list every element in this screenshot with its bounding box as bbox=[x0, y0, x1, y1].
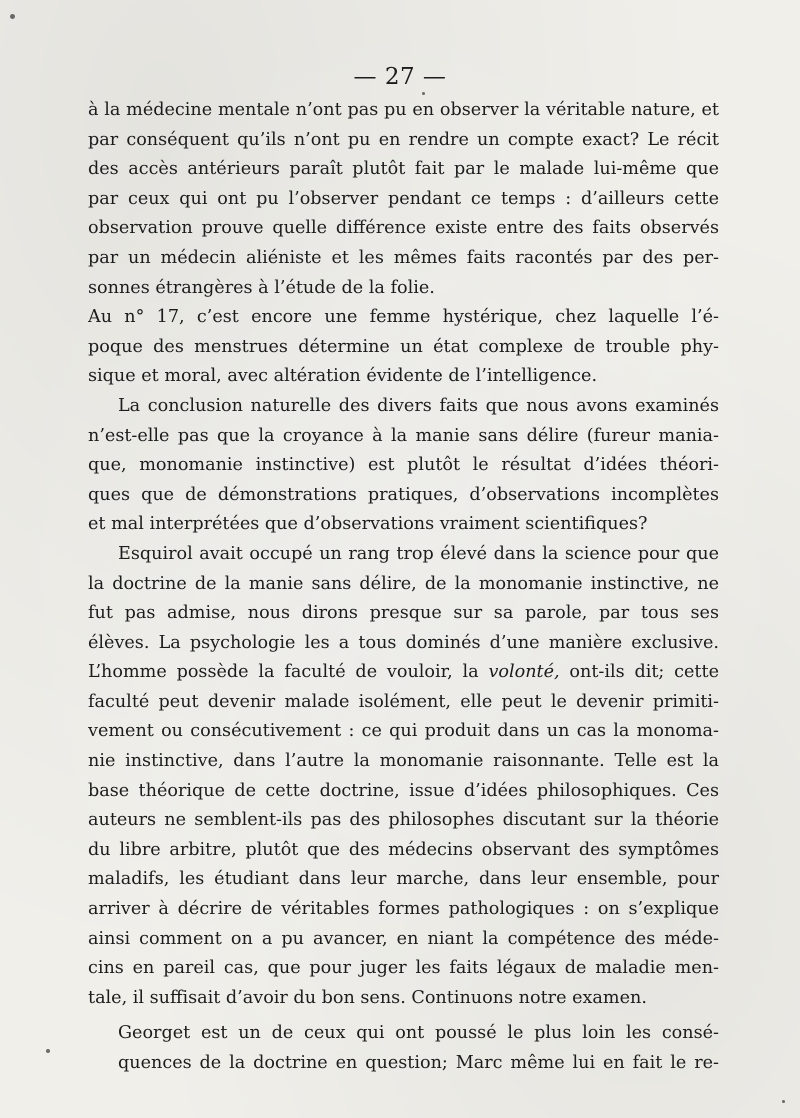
text-line: par un médecin aliéniste et les mêmes faits racontés par des per- bbox=[88, 247, 719, 268]
text-line: n’est-elle pas que la croyance à la manie sans délire (fureur mania- bbox=[88, 425, 719, 446]
text-line: des accès antérieurs paraît plutôt fait par le malade lui-même que bbox=[88, 159, 719, 180]
page-number: — 27 — bbox=[353, 64, 447, 90]
text-line: auteurs ne semblent-ils pas des philosophes discutant sur la théorie bbox=[88, 810, 719, 831]
ink-speck bbox=[422, 92, 425, 95]
text-line: que, monomanie instinctive) est plutôt le résultat d’idées théori- bbox=[88, 455, 719, 476]
text-line: Georget est un de ceux qui ont poussé le plus loin les consé- bbox=[118, 1023, 719, 1044]
text-line: et mal interprétées que d’observations vraiment scientifiques? bbox=[88, 514, 648, 535]
text-line: la doctrine de la manie sans délire, de la monomanie instinctive, ne bbox=[88, 573, 719, 594]
text-line: du libre arbitre, plutôt que des médecins observant des symptômes bbox=[88, 839, 719, 860]
text-line: Au n° 17, c’est encore une femme hystérique, chez laquelle l’é- bbox=[88, 307, 719, 328]
text-line: La conclusion naturelle des divers faits que nous avons examinés bbox=[118, 395, 719, 416]
text-line: ainsi comment on a pu avancer, en niant la compétence des méde- bbox=[88, 928, 719, 949]
text-line: nie instinctive, dans l’autre la monomanie raisonnante. Telle est la bbox=[88, 751, 719, 772]
text-line: ques que de démonstrations pratiques, d’observations incomplètes bbox=[88, 484, 719, 505]
emphasis-word: volonté, bbox=[488, 662, 560, 683]
ink-speck bbox=[46, 1049, 50, 1053]
text-line: base théorique de cette doctrine, issue d’idées philosophiques. Ces bbox=[88, 780, 719, 801]
text-line: tale, il suffisait d’avoir du bon sens. Continuons notre examen. bbox=[88, 987, 647, 1008]
text-line: Esquirol avait occupé un rang trop élevé dans la science pour que bbox=[118, 543, 719, 564]
ink-speck bbox=[10, 14, 15, 19]
text-line: faculté peut devenir malade isolément, elle peut le devenir primiti- bbox=[88, 691, 719, 712]
text-line: vement ou consécutivement : ce qui produit dans un cas la monoma- bbox=[88, 721, 719, 742]
text-line: L’homme possède la faculté de vouloir, la volonté, ont-ils dit; cette bbox=[88, 662, 719, 683]
ink-speck bbox=[782, 1100, 785, 1103]
text-line: sique et moral, avec altération évidente de l’intelligence. bbox=[88, 366, 598, 387]
text-line: observation prouve quelle différence existe entre des faits observés bbox=[88, 218, 719, 239]
text-line: maladifs, les étudiant dans leur marche, dans leur ensemble, pour bbox=[88, 869, 719, 890]
body-text bbox=[88, 96, 719, 1079]
text-line: quences de la doctrine en question; Marc même lui en fait le re- bbox=[118, 1053, 719, 1073]
text-line: à la médecine mentale n’ont pas pu en observer la véritable nature, et bbox=[88, 100, 719, 120]
text-line: fut pas admise, nous dirons presque sur sa parole, par tous ses bbox=[88, 603, 719, 624]
text-line: sonnes étrangères à l’étude de la folie. bbox=[88, 277, 435, 298]
text-line: par conséquent qu’ils n’ont pu en rendre un compte exact? Le récit bbox=[88, 129, 719, 150]
text-line: cins en pareil cas, que pour juger les faits légaux de maladie men- bbox=[88, 958, 719, 979]
text-line: par ceux qui ont pu l’observer pendant ce temps : d’ailleurs cette bbox=[88, 188, 719, 209]
text-line: élèves. La psychologie les a tous dominés d’une manière exclusive. bbox=[88, 632, 719, 653]
text-line: poque des menstrues détermine un état complexe de trouble phy- bbox=[88, 336, 719, 357]
text-line: arriver à décrire de véritables formes pathologiques : on s’explique bbox=[88, 899, 719, 920]
